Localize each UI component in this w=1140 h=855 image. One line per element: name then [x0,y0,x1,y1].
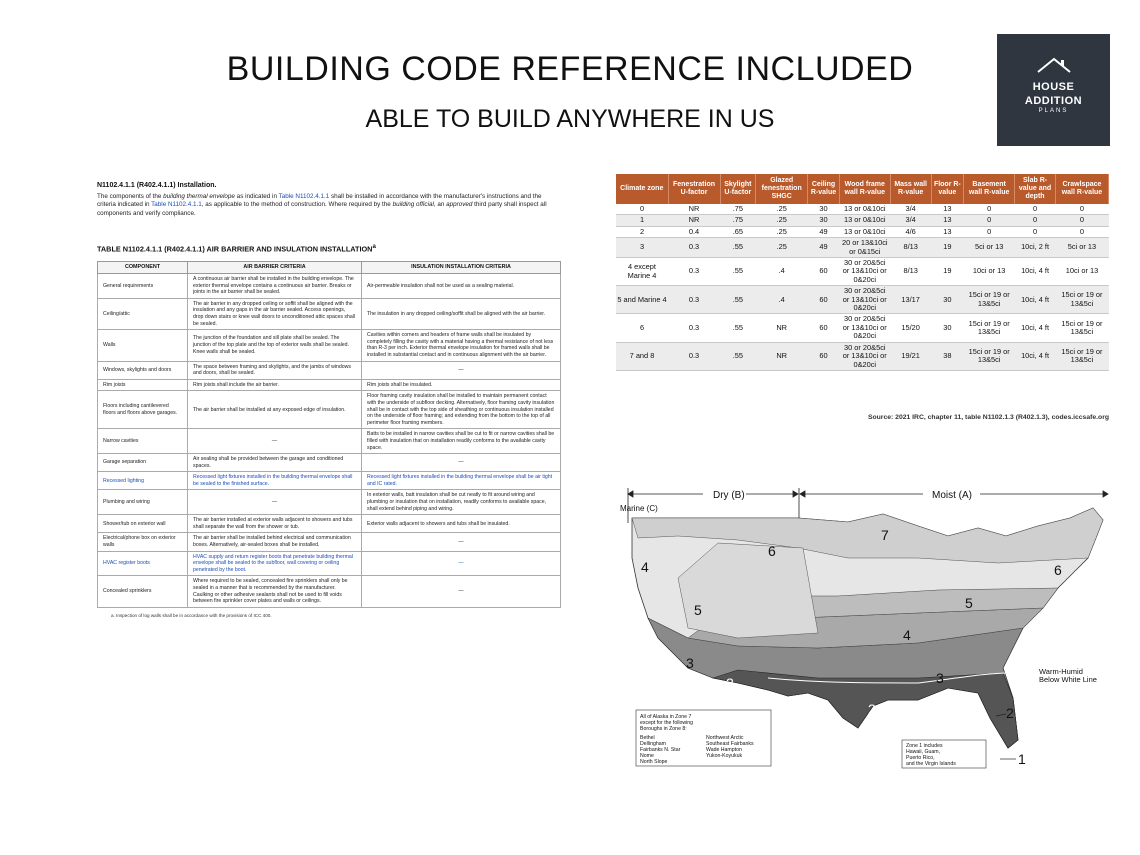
climate-cell: 13/17 [890,286,931,314]
table-row [98,472,561,490]
table-cell-insulation: — [362,551,561,576]
table-cell-component: Plumbing and wiring [98,490,188,515]
climate-cell: 0 [964,215,1015,226]
zone-label-2: 2 [726,675,734,691]
climate-cell: 10ci, 4 ft [1015,286,1056,314]
table-cell-component: Concealed sprinklers [98,576,188,607]
table-cell-air: A continuous air barrier shall be installed in the building envelope. The exterior thermal envelope contains a continuous air barrier. Breaks or joints in the air barrier shall be sealed. [188,274,362,299]
climate-cell: 0 [964,204,1015,215]
climate-cell: 0 [1055,215,1108,226]
table-cell-insulation: — [362,576,561,607]
climate-cell: .4 [756,286,808,314]
climate-cell: 10ci or 13 [1055,258,1108,286]
climate-cell: 10ci, 4 ft [1015,314,1056,342]
zone1-note-line: Zone 1 includes [906,743,943,749]
climate-cell: 8/13 [890,258,931,286]
climate-column-header: Slab R-value and depth [1015,174,1056,204]
climate-cell: 0 [616,204,668,215]
table-cell-air: The air barrier in any dropped ceiling or soffit shall be aligned with the insulation and any gaps in the air barrier sealed. Access openings, drop down stairs or knee wall doors to unconditioned attic spaces shall be sealed. [188,298,362,329]
borough-name: Southeast Fairbanks [706,741,754,747]
climate-cell: 13 [931,204,964,215]
climate-cell: 60 [808,342,840,370]
climate-row [616,258,1109,286]
table-row [98,429,561,454]
borough-name: Yukon-Koyukuk [706,753,743,759]
climate-cell: 0 [1015,204,1056,215]
zone-label-6: 6 [768,543,776,559]
climate-cell: 30 or 20&5ci or 13&10ci or 0&20ci [839,258,890,286]
climate-row [616,226,1109,237]
climate-cell: 0 [964,226,1015,237]
table-cell-component: HVAC register boots [98,551,188,576]
climate-cell: .55 [720,314,756,342]
table-cell-insulation: Floor framing cavity insulation shall be installed to maintain permanent contact with the underside of subfloor decking. Alternatively, floor framing cavity insulation shall be in contact with the top side of sheathing or continuous insulation installed on the underside of floor framing; and extending from the bottom to the top of all perimeter floor framing members. [362,391,561,429]
table-cell-air: — [188,490,362,515]
column-header: COMPONENT [98,262,188,274]
climate-cell: .25 [756,215,808,226]
climate-cell: .55 [720,286,756,314]
marine-label: Marine (C) [620,504,658,513]
page-subtitle: ABLE TO BUILD ANYWHERE IN US [365,105,775,133]
climate-cell: 0.3 [668,342,720,370]
zone-label-4: 4 [903,627,911,643]
climate-column-header: Climate zone [616,174,668,204]
dry-label: Dry (B) [713,490,745,501]
climate-cell: 4 except Marine 4 [616,258,668,286]
climate-cell: 13 [931,226,964,237]
climate-cell: 0.3 [668,286,720,314]
climate-cell: 0.3 [668,314,720,342]
climate-cell: .65 [720,226,756,237]
climate-cell: 60 [808,286,840,314]
climate-cell: 30 [808,215,840,226]
climate-column-header: Ceiling R-value [808,174,840,204]
logo-line-2: ADDITION [1024,95,1083,107]
climate-cell: 0.3 [668,238,720,258]
climate-cell: 49 [808,226,840,237]
table-cell-air: The air barrier installed at exterior walls adjacent to showers and tubs shall separate the wall from the shower or tub. [188,515,362,533]
climate-cell: 5 and Marine 4 [616,286,668,314]
climate-cell: 10ci, 2 ft [1015,238,1056,258]
climate-row [616,204,1109,215]
table-cell-insulation: Batts to be installed in narrow cavities shall be cut to fit or narrow cavities shall be filled with insulation that on installation readily conforms to the available cavity space. [362,429,561,454]
climate-cell: .55 [720,342,756,370]
climate-row [616,342,1109,370]
table-cell-insulation: Recessed light fixtures installed in the building thermal envelope shall be air tight and IC rated. [362,472,561,490]
table-link[interactable]: Table N1102.4.1.1 [151,201,202,209]
climate-row [616,286,1109,314]
table-cell-component: Garage separation [98,454,188,472]
zone1-note-line: and the Virgin Islands [906,761,956,767]
climate-cell: 15ci or 19 or 13&5ci [1055,314,1108,342]
climate-cell: 15/20 [890,314,931,342]
zone-label-7: 7 [881,527,889,543]
column-header: AIR BARRIER CRITERIA [188,262,362,274]
table-source: Source: 2021 IRC, chapter 11, table N1102.1.3 (R402.1.3), codes.iccsafe.org [867,414,1109,421]
climate-cell: .55 [720,258,756,286]
table-cell-air: The air barrier shall be installed at any exposed edge of insulation. [188,391,362,429]
table-cell-component: Electrical/phone box on exterior walls [98,533,188,551]
climate-cell: 1 [616,215,668,226]
table-cell-insulation: Cavities within corners and headers of frame walls shall be insulated by completely filling the cavity with a material having a thermal resistance of not less than R-3 per inch. Exterior thermal envelope insulation for framed walls shall be installed in substantial contact and in continuous alignment with the air barrier. [362,330,561,361]
climate-cell: 0 [1055,204,1108,215]
climate-cell: 13 or 0&10ci [839,226,890,237]
climate-cell: 30 [931,314,964,342]
zone-label-3: 3 [686,655,694,671]
table-cell-component: Recessed lighting [98,472,188,490]
table-cell-air: The junction of the foundation and sill plate shall be sealed. The junction of the top plate and the top of exterior walls shall be sealed. Knee walls shall be sealed. [188,330,362,361]
climate-cell: 0.3 [668,258,720,286]
table-row [98,490,561,515]
climate-row [616,314,1109,342]
table-title: TABLE N1102.4.1.1 (R402.4.1.1) AIR BARRIER AND INSULATION INSTALLATION$^a$ [97,242,376,254]
climate-cell: NR [668,204,720,215]
climate-cell: .75 [720,215,756,226]
zone-label-3: 3 [936,670,944,686]
table-row [98,274,561,299]
zone-label-5: 5 [965,595,973,611]
warm-humid-label: Below White Line [1039,675,1097,684]
table-cell-component: Rim joists [98,379,188,391]
climate-cell: 49 [808,238,840,258]
section-body: The components of the building thermal envelope as indicated in Table N1102.4.1.1 shall be installed in accordance with the manufacturer's instructions and the criteria indicated in Table N1102.4.1.1, as applicable to the method of construction. Where required by the building official, an approved third party shall inspect all components and verify compliance. [97,193,547,217]
climate-cell: 5ci or 13 [1055,238,1108,258]
table-cell-air: Air sealing shall be provided between the garage and conditioned spaces. [188,454,362,472]
climate-cell: 15ci or 19 or 13&5ci [1055,342,1108,370]
alaska-note-line: Boroughs in Zone 8: [640,726,687,732]
climate-cell: NR [668,215,720,226]
alaska-note-line: All of Alaska in Zone 7 [640,714,692,720]
table-row [98,551,561,576]
air-barrier-table [97,261,561,607]
borough-name: Nome [640,753,654,759]
borough-name: North Slope [640,759,668,765]
climate-cell: 10ci or 13 [964,258,1015,286]
climate-row [616,238,1109,258]
climate-cell: 60 [808,258,840,286]
table-cell-component: Narrow cavities [98,429,188,454]
table-cell-insulation: Air-permeable insulation shall not be used as a sealing material. [362,274,561,299]
brand-logo [997,34,1110,146]
table-cell-insulation: The insulation in any dropped ceiling/soffit shall be aligned with the air barrier. [362,298,561,329]
climate-cell: 13 or 0&10ci [839,215,890,226]
table-row [98,454,561,472]
climate-column-header: Fenestration U-factor [668,174,720,204]
climate-cell: 6 [616,314,668,342]
climate-cell: 30 or 20&5ci or 13&10ci or 0&20ci [839,286,890,314]
table-cell-component: Shower/tub on exterior wall [98,515,188,533]
climate-cell: 3 [616,238,668,258]
table-cell-air: Where required to be sealed, concealed fire sprinklers shall only be sealed in a manner that is recommended by the manufacturer. Caulking or other adhesive sealants shall not be used to fill voids between fire sprinkler cover plates and walls or ceilings. [188,576,362,607]
table-cell-air: The air barrier shall be installed behind electrical and communication boxes. Alternatively, air-sealed boxes shall be installed. [188,533,362,551]
climate-cell: 15ci or 19 or 13&5ci [964,342,1015,370]
page-title: BUILDING CODE REFERENCE INCLUDED [226,50,914,88]
climate-cell: 30 or 20&5ci or 13&10ci or 0&20ci [839,314,890,342]
borough-name: Wade Hampton [706,747,742,753]
climate-cell: 0 [1055,226,1108,237]
climate-cell: 15ci or 19 or 13&5ci [964,286,1015,314]
logo-line-3: PLANS [1038,108,1069,114]
table-cell-component: General requirements [98,274,188,299]
table-cell-insulation: Rim joists shall be insulated. [362,379,561,391]
climate-column-header: Floor R-value [931,174,964,204]
climate-cell: NR [756,342,808,370]
climate-cell: 15ci or 19 or 13&5ci [964,314,1015,342]
zone-label-5: 5 [694,602,702,618]
code-document [97,182,560,620]
climate-row [616,215,1109,226]
zone-label-4: 4 [641,559,649,575]
zone-label-2: 2 [868,701,876,717]
zone-label-1: 1 [1018,751,1026,767]
climate-cell: 13 or 0&10ci [839,204,890,215]
zone-label-2: 2 [1006,705,1014,721]
borough-name: Fairbanks N. Star [640,747,681,753]
table-cell-air: Rim joists shall include the air barrier. [188,379,362,391]
climate-cell: 10ci, 4 ft [1015,258,1056,286]
zone-label-6: 6 [1054,562,1062,578]
climate-cell: 3/4 [890,204,931,215]
table-row [98,330,561,361]
climate-cell: 0.4 [668,226,720,237]
climate-cell: 38 [931,342,964,370]
climate-cell: 19/21 [890,342,931,370]
table-row [98,379,561,391]
climate-cell: 19 [931,238,964,258]
climate-cell: 30 or 20&5ci or 13&10ci or 0&20ci [839,342,890,370]
table-cell-insulation: — [362,533,561,551]
table-cell-air: The space between framing and skylights, and the jambs of windows and doors, shall be sealed. [188,361,362,379]
climate-cell: 3/4 [890,215,931,226]
climate-cell: 7 and 8 [616,342,668,370]
climate-cell: .25 [756,238,808,258]
climate-cell: 5ci or 13 [964,238,1015,258]
climate-cell: 4/6 [890,226,931,237]
climate-cell: .25 [756,204,808,215]
climate-column-header: Wood frame wall R-value [839,174,890,204]
climate-cell: 20 or 13&10ci or 0&15ci [839,238,890,258]
climate-cell: 10ci, 4 ft [1015,342,1056,370]
climate-cell: 19 [931,258,964,286]
table-cell-air: Recessed light fixtures installed in the building thermal envelope shall be sealed to the finished surface. [188,472,362,490]
table-cell-component: Windows, skylights and doors [98,361,188,379]
table-link[interactable]: Table N1102.4.1.1 [278,193,330,201]
climate-column-header: Glazed fenestration SHGC [756,174,808,204]
climate-cell: .4 [756,258,808,286]
house-roof-icon [997,56,1110,79]
warm-humid-label: Warm-Humid [1039,667,1083,676]
table-cell-insulation: Exterior walls adjacent to showers and tubs shall be insulated. [362,515,561,533]
table-row [98,391,561,429]
climate-cell: 8/13 [890,238,931,258]
climate-column-header: Mass wall R-value [890,174,931,204]
climate-cell: 30 [808,204,840,215]
table-cell-insulation: — [362,361,561,379]
climate-column-header: Basement wall R-value [964,174,1015,204]
table-cell-air: HVAC supply and return register boots that penetrate building thermal envelope shall be sealed to the subfloor, wall covering or ceiling penetrated by the boot. [188,551,362,576]
table-cell-component: Ceiling/attic [98,298,188,329]
climate-cell: NR [756,314,808,342]
table-cell-component: Floors including cantilevered floors and floors above garages. [98,391,188,429]
zone1-note-line: Puerto Rico, [906,755,935,761]
alaska-note-line: except for the following [640,720,694,726]
borough-name: Dellingham [640,741,666,747]
table-row [98,515,561,533]
table-row [98,361,561,379]
zone1-note-line: Hawaii, Guam, [906,749,941,755]
climate-cell: 13 [931,215,964,226]
climate-cell: .55 [720,238,756,258]
climate-column-header: Skylight U-factor [720,174,756,204]
climate-cell: 2 [616,226,668,237]
table-cell-component: Walls [98,330,188,361]
table-footnote: a. Inspection of log walls shall be in accordance with the provisions of ICC 400. [111,612,272,618]
logo-line-1: HOUSE [1032,81,1075,93]
table-cell-insulation: In exterior walls, batt insulation shall be cut neatly to fit around wiring and plumbing or insulation that on installation, readily conforms to available space, shall extend behind piping and wiring. [362,490,561,515]
table-cell-air: — [188,429,362,454]
climate-cell: 0 [1015,215,1056,226]
borough-name: Northwest Arctic [706,735,744,741]
section-heading: N1102.4.1.1 (R402.4.1.1) Installation. [97,182,217,189]
table-row [98,533,561,551]
climate-cell: 30 [931,286,964,314]
climate-cell: 60 [808,314,840,342]
column-header: INSULATION INSTALLATION CRITERIA [362,262,561,274]
climate-zone-map [618,478,1113,778]
climate-cell: .25 [756,226,808,237]
climate-cell: .75 [720,204,756,215]
borough-name: Bethel [640,735,655,741]
table-cell-insulation: — [362,454,561,472]
table-row [98,576,561,607]
climate-zone-table [616,174,1109,371]
climate-cell: 0 [1015,226,1056,237]
table-row [98,298,561,329]
moist-label: Moist (A) [932,490,972,501]
climate-column-header: Crawlspace wall R-value [1055,174,1108,204]
climate-cell: 15ci or 19 or 13&5ci [1055,286,1108,314]
